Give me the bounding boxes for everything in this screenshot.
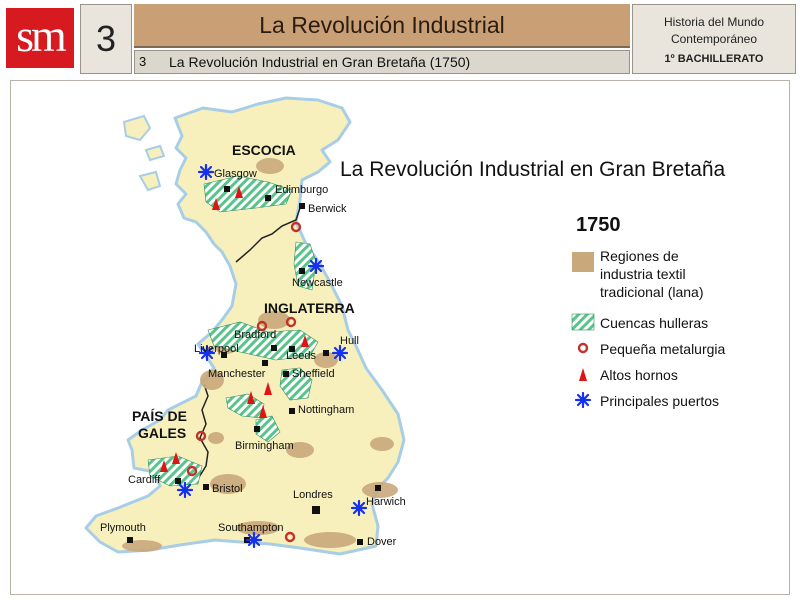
port-southampton [247,533,261,547]
city-label-bradford: Bradford [234,329,277,341]
city-label-liverpool: Liverpool [194,343,239,355]
legend-furnace-label: Altos hornos [600,367,678,383]
section-title: La Revolución Industrial en Gran Bretaña (1750) [169,54,471,70]
port-hull [333,346,347,360]
unit-number: 3 [80,4,132,74]
city-label-harwich: Harwich [366,496,406,508]
map-title: La Revolución Industrial en Gran Bretaña [340,158,726,181]
port-bristol-cardiff [178,483,192,497]
city-label-manchester: Manchester [208,368,266,380]
legend-furnace-symbol [579,368,587,381]
western-isles [124,116,164,190]
city-label-hull: Hull [340,335,359,347]
map-year: 1750 [576,214,621,236]
legend-coal-label: Cuencas hulleras [600,315,709,331]
region-wales-line-1: PAÍS DE [132,408,187,424]
city-label-londres: Londres [293,489,333,501]
city-label-plymouth: Plymouth [100,522,146,534]
city-label-glasgow: Glasgow [214,168,257,180]
page-title: La Revolución Industrial [259,12,505,38]
legend-metal-symbol [579,344,587,352]
city-label-edinburgh: Edimburgo [275,184,329,196]
region-scotland: ESCOCIA [232,142,296,158]
city-label-sheffield: Sheffield [292,368,335,380]
course-line-1: Historia del Mundo [663,15,765,29]
legend-symbols [572,252,594,407]
city-label-berwick: Berwick [308,203,347,215]
legend-coal-swatch [572,314,594,330]
port-newcastle [309,259,323,273]
region-wales-line-2: GALES [138,425,187,441]
port-harwich [352,501,366,515]
port-glasgow [199,165,213,179]
city-label-newcastle: Newcastle [292,277,343,289]
legend-metal-label: Pequeña metalurgia [600,341,726,357]
region-england: INGLATERRA [264,300,355,316]
city-label-leeds: Leeds [286,350,316,362]
legend-textile-swatch [572,252,594,272]
publisher-logo: sm [6,8,74,68]
legend-port-symbol [576,393,590,407]
legend-port-label: Principales puertos [600,393,720,409]
course-line-2: Contemporáneo [670,32,758,46]
city-label-southampton: Southampton [218,522,284,534]
city-label-nottingham: Nottingham [298,404,355,416]
legend-textile-label: Regiones de industria textil tradicional (lana) [600,248,704,300]
section-number: 3 [139,54,147,69]
city-label-birmingham: Birmingham [235,440,294,452]
city-label-dover: Dover [367,536,397,548]
city-label-bristol: Bristol [212,483,243,495]
course-level: 1º BACHILLERATO [664,53,764,65]
city-label-cardiff: Cardiff [128,474,161,486]
